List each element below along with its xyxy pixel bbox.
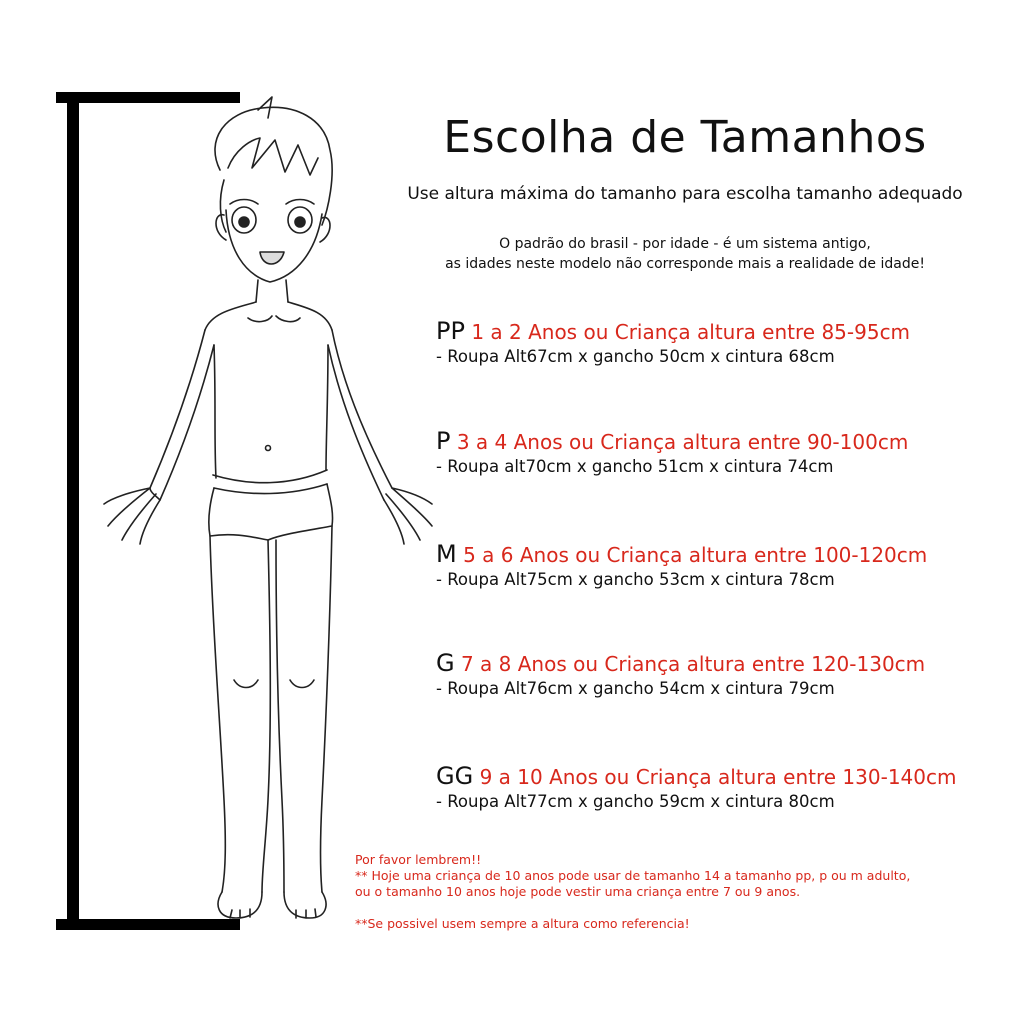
subtitle: Use altura máxima do tamanho para escolha tamanho adequado bbox=[407, 184, 963, 204]
size-entry-gg bbox=[436, 763, 1024, 814]
size-code: GG bbox=[436, 762, 474, 790]
size-measurements: - Roupa Alt75cm x gancho 53cm x cintura 78cm bbox=[436, 570, 835, 589]
note-line-2: as idades neste modelo não corresponde mais a realidade de idade! bbox=[445, 256, 925, 272]
size-code: M bbox=[436, 540, 457, 568]
page-title: Escolha de Tamanhos bbox=[443, 112, 927, 163]
reminder-line-1: Por favor lembrem!! bbox=[355, 852, 482, 867]
child-figure-illustration bbox=[90, 90, 440, 930]
size-range: 5 a 6 Anos ou Criança altura entre 100-120cm bbox=[463, 543, 928, 567]
note-line-1: O padrão do brasil - por idade - é um sistema antigo, bbox=[499, 236, 871, 252]
size-measurements: - Roupa alt70cm x gancho 51cm x cintura 74cm bbox=[436, 457, 834, 476]
reminder-line-2: ** Hoje uma criança de 10 anos pode usar de tamanho 14 a tamanho pp, p ou m adulto, bbox=[355, 868, 911, 883]
size-entry-g bbox=[436, 650, 1024, 701]
reminder-note bbox=[355, 852, 1015, 932]
size-entry-m bbox=[436, 541, 1024, 592]
size-code: G bbox=[436, 649, 455, 677]
size-measurements: - Roupa Alt77cm x gancho 59cm x cintura 80cm bbox=[436, 792, 835, 811]
size-range: 7 a 8 Anos ou Criança altura entre 120-130cm bbox=[460, 652, 926, 676]
size-entry-p bbox=[436, 428, 1024, 479]
size-code: PP bbox=[436, 317, 465, 345]
reminder-line-4: **Se possivel usem sempre a altura como referencia! bbox=[355, 916, 690, 931]
size-entry-pp bbox=[436, 318, 1024, 369]
size-measurements: - Roupa Alt67cm x gancho 50cm x cintura 68cm bbox=[436, 347, 835, 366]
reminder-line-3: ou o tamanho 10 anos hoje pode vestir uma criança entre 7 ou 9 anos. bbox=[355, 884, 801, 899]
age-standard-note bbox=[340, 234, 1024, 274]
size-range: 9 a 10 Anos ou Criança altura entre 130-140cm bbox=[479, 765, 957, 789]
size-range: 3 a 4 Anos ou Criança altura entre 90-100cm bbox=[456, 430, 909, 454]
size-measurements: - Roupa Alt76cm x gancho 54cm x cintura 79cm bbox=[436, 679, 835, 698]
size-range: 1 a 2 Anos ou Criança altura entre 85-95cm bbox=[471, 320, 911, 344]
size-code: P bbox=[436, 427, 451, 455]
